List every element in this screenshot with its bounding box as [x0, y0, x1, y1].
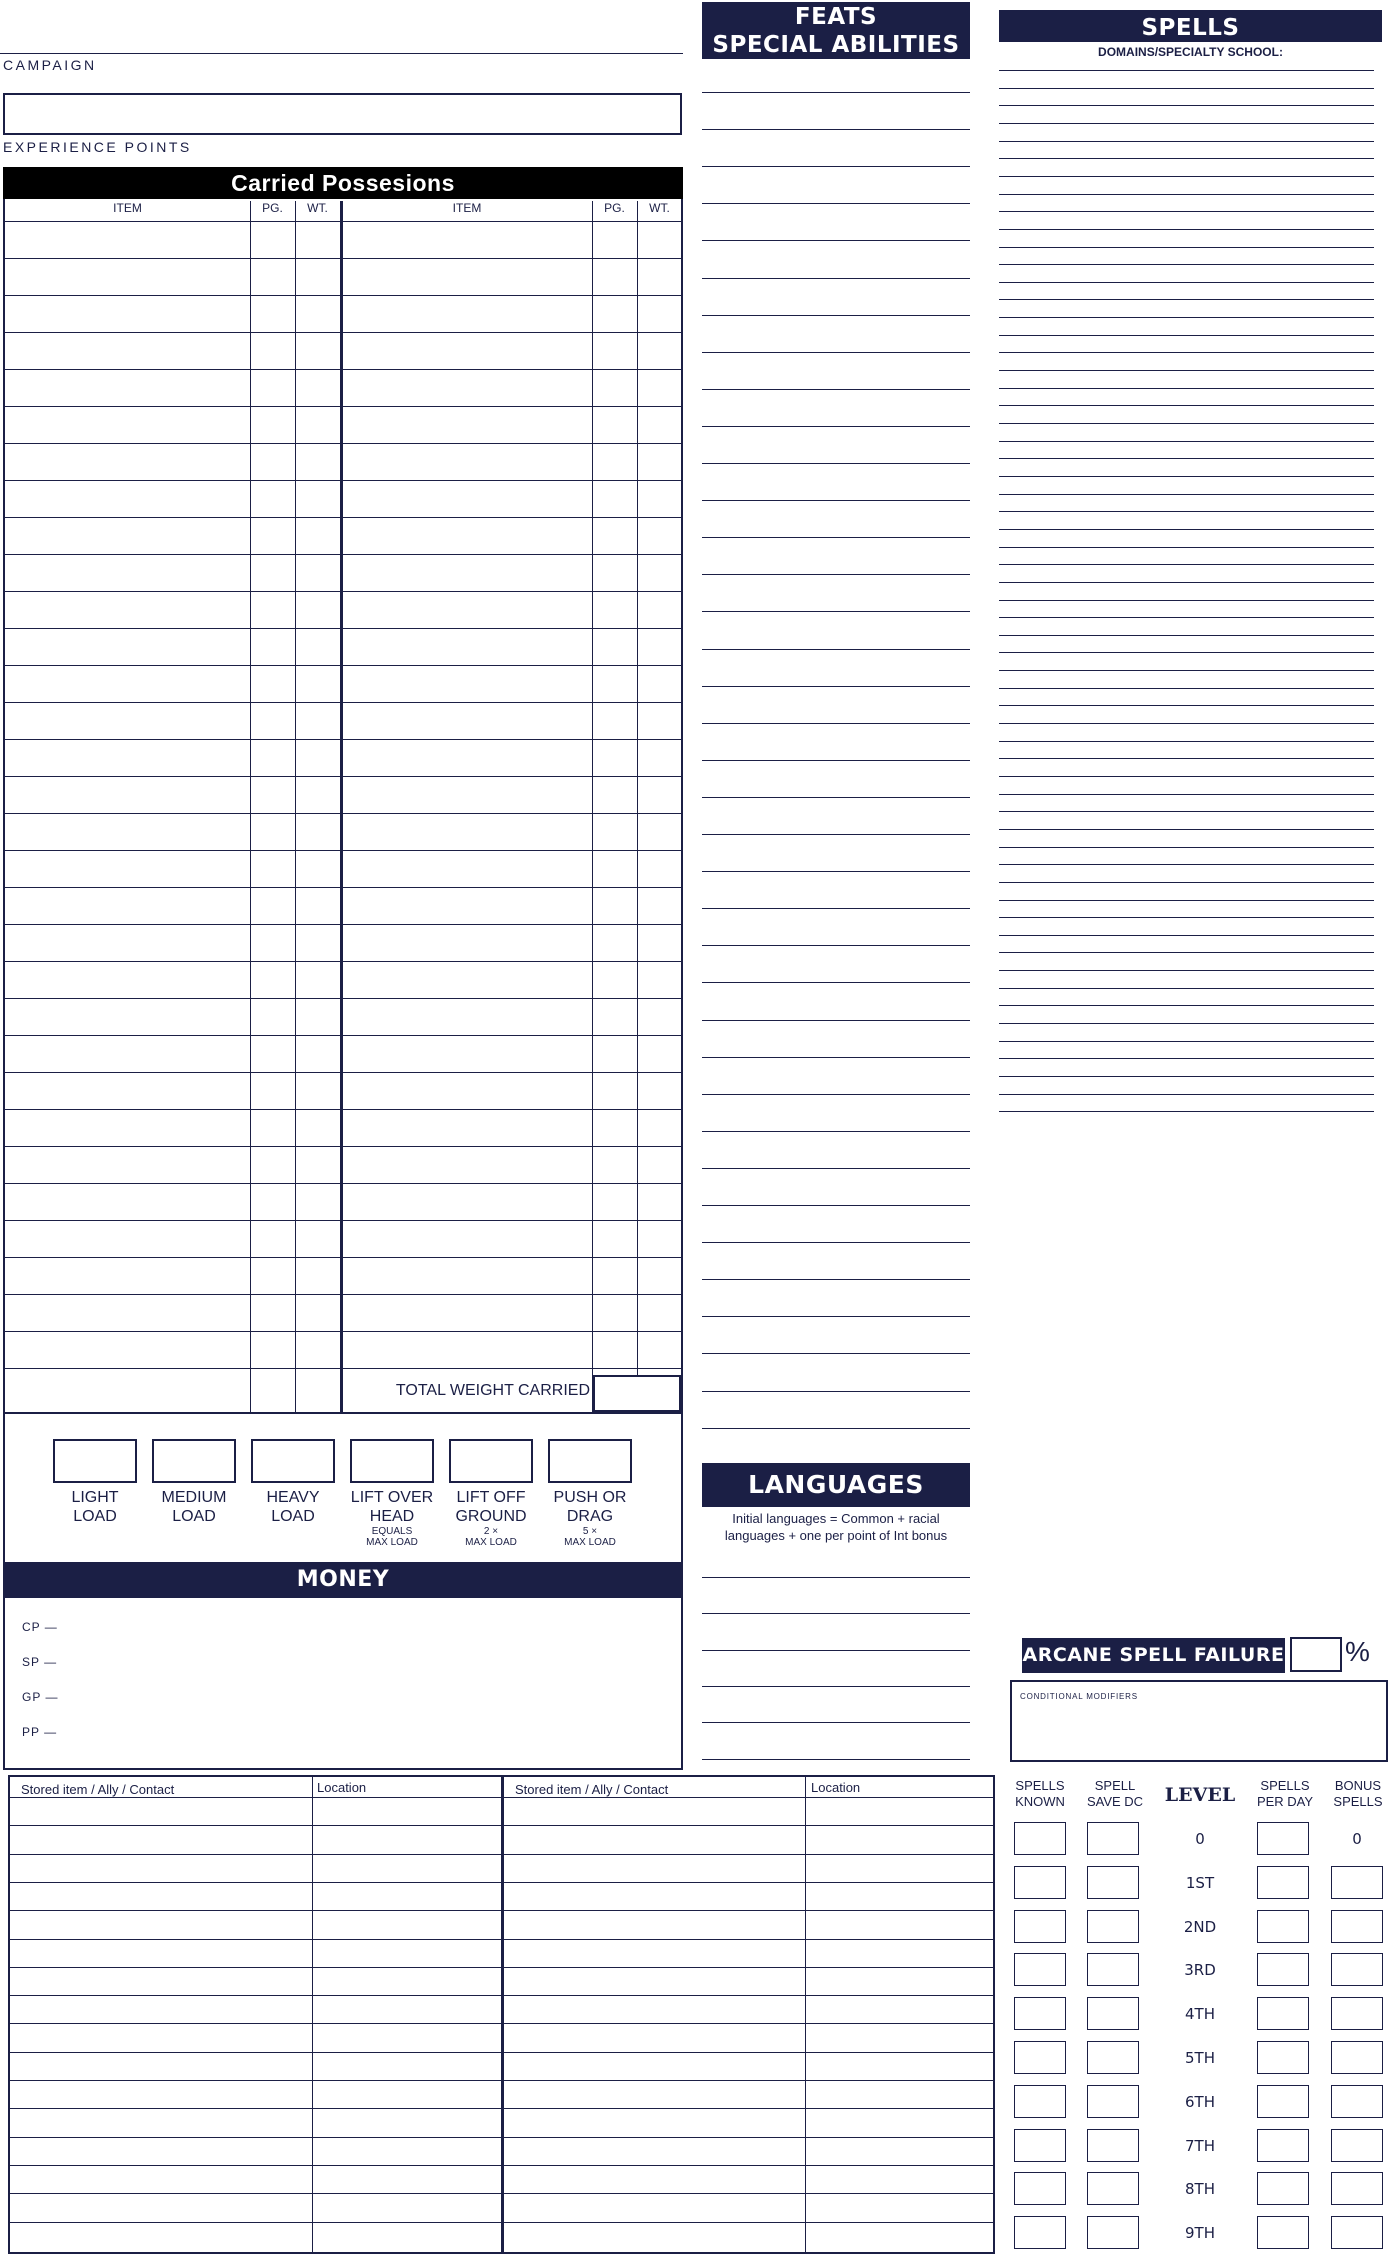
- possessions-col-wt-right: WT.: [649, 201, 670, 215]
- money-cp: CP —: [22, 1620, 58, 1634]
- possessions-row-rule: [3, 1220, 683, 1221]
- feats-line[interactable]: [702, 240, 970, 241]
- bonus-spells-box[interactable]: [1331, 1997, 1383, 2030]
- load-sub-line1: 2 ×: [483, 1526, 499, 1537]
- languages-note-line1: Initial languages = Common + racial: [732, 1511, 940, 1526]
- possessions-row-rule: [3, 813, 683, 814]
- feats-line[interactable]: [702, 723, 970, 724]
- languages-line[interactable]: [702, 1759, 970, 1760]
- spell-level-label: 0: [1195, 1830, 1205, 1848]
- load-label-line1: MEDIUM: [161, 1489, 227, 1506]
- feats-line[interactable]: [702, 1391, 970, 1392]
- spells-known-box[interactable]: [1014, 1953, 1066, 1986]
- feats-line[interactable]: [702, 1279, 970, 1280]
- spells-line[interactable]: [999, 670, 1374, 671]
- spells-line[interactable]: [999, 1041, 1374, 1042]
- possessions-row-rule: [3, 332, 683, 333]
- spell-level-label: 3RD: [1184, 1961, 1216, 1979]
- spells-known-box[interactable]: [1014, 2085, 1066, 2118]
- load-box[interactable]: [251, 1439, 335, 1483]
- feats-line[interactable]: [702, 908, 970, 909]
- storage-col-item-right: Stored item / Ally / Contact: [515, 1782, 669, 1797]
- load-label-line1: LIGHT: [71, 1489, 119, 1506]
- load-label-line2: GROUND: [455, 1508, 527, 1525]
- spells-line[interactable]: [999, 882, 1374, 883]
- possessions-col-item-left: ITEM: [113, 201, 142, 215]
- possessions-row-rule: [3, 702, 683, 703]
- feats-line[interactable]: [702, 1057, 970, 1058]
- spell-save-dc-box[interactable]: [1087, 1953, 1139, 1986]
- possessions-col-pg-right: PG.: [604, 201, 625, 215]
- spells-known-box[interactable]: [1014, 2172, 1066, 2205]
- possessions-row-rule: [3, 1035, 683, 1036]
- bonus-spells-zero: 0: [1352, 1830, 1362, 1848]
- spells-line[interactable]: [999, 935, 1374, 936]
- bonus-spells-header: [1325, 1778, 1391, 1810]
- spell-save-dc-box[interactable]: [1087, 2085, 1139, 2118]
- spells-line[interactable]: [999, 758, 1374, 759]
- storage-col-item-left: Stored item / Ally / Contact: [21, 1782, 175, 1797]
- spells-line[interactable]: [999, 635, 1374, 636]
- spells-line[interactable]: [999, 811, 1374, 812]
- possessions-center-divider: [340, 201, 343, 1412]
- languages-line[interactable]: [702, 1613, 970, 1614]
- spells-per-day-box[interactable]: [1257, 2172, 1309, 2205]
- feats-title-line2: SPECIAL ABILITIES: [712, 32, 960, 58]
- spells-line[interactable]: [999, 723, 1374, 724]
- spells-line[interactable]: [999, 511, 1374, 512]
- possessions-row-rule: [3, 739, 683, 740]
- possessions-bottom-rule: [3, 1412, 683, 1414]
- load-box[interactable]: [53, 1439, 137, 1483]
- spell-save-dc-box[interactable]: [1087, 2041, 1139, 2074]
- bonus-spells-header-2: SPELLS: [1333, 1794, 1383, 1809]
- spells-line[interactable]: [999, 211, 1374, 212]
- money-pp: PP —: [22, 1725, 58, 1739]
- feats-line[interactable]: [702, 203, 970, 204]
- feats-line[interactable]: [702, 945, 970, 946]
- possessions-row-rule: [3, 1294, 683, 1295]
- feats-line[interactable]: [702, 92, 970, 93]
- load-label-line1: PUSH OR: [553, 1489, 627, 1506]
- feats-line[interactable]: [702, 1428, 970, 1429]
- spell-save-dc-header-1: SPELL: [1094, 1778, 1136, 1793]
- load-box[interactable]: [449, 1439, 533, 1483]
- possessions-row-rule: [3, 369, 683, 370]
- spells-line[interactable]: [999, 970, 1374, 971]
- spell-save-dc-box[interactable]: [1087, 1997, 1139, 2030]
- possessions-row-rule: [3, 924, 683, 925]
- spells-line[interactable]: [999, 70, 1374, 71]
- spells-line[interactable]: [999, 917, 1374, 918]
- spells-known-box[interactable]: [1014, 1822, 1066, 1855]
- possessions-row-rule: [3, 1257, 683, 1258]
- spells-line[interactable]: [999, 1111, 1374, 1112]
- spells-line[interactable]: [999, 688, 1374, 689]
- spells-line[interactable]: [999, 600, 1374, 601]
- spells-per-day-box[interactable]: [1257, 1866, 1309, 1899]
- possessions-col-item-right: ITEM: [452, 201, 482, 215]
- percent-sign: %: [1345, 1636, 1370, 1667]
- spells-line[interactable]: [999, 458, 1374, 459]
- spell-level-label: 5TH: [1185, 2049, 1215, 2067]
- feats-line[interactable]: [702, 352, 970, 353]
- possessions-title: Carried Possesions: [3, 167, 683, 199]
- bonus-spells-box[interactable]: [1331, 2041, 1383, 2074]
- feats-title: [702, 2, 970, 59]
- feats-line[interactable]: [702, 537, 970, 538]
- possessions-header-rule: [3, 221, 683, 222]
- load-label-line1: HEAVY: [266, 1489, 320, 1506]
- feats-line[interactable]: [702, 611, 970, 612]
- feats-line[interactable]: [702, 834, 970, 835]
- load-sub-line2: MAX LOAD: [564, 1537, 616, 1548]
- possessions-row-rule: [3, 1331, 683, 1332]
- bonus-spells-box[interactable]: [1331, 1953, 1383, 1986]
- spells-known-header-1: SPELLS: [1015, 1778, 1065, 1793]
- spells-line[interactable]: [999, 564, 1374, 565]
- domains-label: DOMAINS/SPECIALTY SCHOOL:: [1098, 45, 1283, 59]
- load-sub-line2: MAX LOAD: [465, 1537, 517, 1548]
- spells-known-box[interactable]: [1014, 1866, 1066, 1899]
- spells-known-box[interactable]: [1014, 1997, 1066, 2030]
- bonus-spells-box[interactable]: [1331, 2085, 1383, 2118]
- possessions-row-rule: [3, 998, 683, 999]
- possessions-col-wt-left: WT.: [307, 201, 328, 215]
- spells-per-day-header-1: SPELLS: [1260, 1778, 1310, 1793]
- possessions-row-rule: [3, 480, 683, 481]
- spells-line[interactable]: [999, 476, 1374, 477]
- feats-line[interactable]: [702, 463, 970, 464]
- spell-save-dc-header-2: SAVE DC: [1086, 1794, 1144, 1809]
- spells-per-day-header-2: PER DAY: [1256, 1794, 1314, 1809]
- spell-save-dc-box[interactable]: [1087, 2216, 1139, 2249]
- spells-line[interactable]: [999, 652, 1374, 653]
- load-box[interactable]: [350, 1439, 434, 1483]
- possessions-row-rule: [3, 406, 683, 407]
- spells-line[interactable]: [999, 829, 1374, 830]
- possessions-row-rule: [3, 1109, 683, 1110]
- languages-line[interactable]: [702, 1650, 970, 1651]
- spells-per-day-box[interactable]: [1257, 1910, 1309, 1943]
- spells-line[interactable]: [999, 123, 1374, 124]
- load-label: [439, 1488, 543, 1548]
- feats-line[interactable]: [702, 315, 970, 316]
- feats-line[interactable]: [702, 278, 970, 279]
- spells-per-day-box[interactable]: [1257, 2129, 1309, 2162]
- spells-known-box[interactable]: [1014, 2216, 1066, 2249]
- possessions-row-rule: [3, 295, 683, 296]
- languages-title: LANGUAGES: [702, 1463, 970, 1507]
- spell-level-label: 2ND: [1183, 1918, 1217, 1936]
- spells-line[interactable]: [999, 247, 1374, 248]
- possessions-col-rule: [250, 201, 251, 1412]
- spells-known-header: [1010, 1778, 1070, 1810]
- spells-known-box[interactable]: [1014, 2129, 1066, 2162]
- conditional-modifiers-label: CONDITIONAL MODIFIERS: [1020, 1692, 1138, 1701]
- spells-per-day-box[interactable]: [1257, 2085, 1309, 2118]
- spells-line[interactable]: [999, 952, 1374, 953]
- spell-level-label: 1ST: [1185, 1874, 1215, 1892]
- spells-line[interactable]: [999, 88, 1374, 89]
- possessions-row-rule: [3, 554, 683, 555]
- experience-points-label: EXPERIENCE POINTS: [3, 139, 192, 155]
- spells-per-day-box[interactable]: [1257, 2216, 1309, 2249]
- total-weight-field[interactable]: [593, 1375, 681, 1412]
- spell-save-dc-box[interactable]: [1087, 1910, 1139, 1943]
- storage-col-location-left: Location: [317, 1780, 367, 1795]
- spells-line[interactable]: [999, 423, 1374, 424]
- spells-per-day-box[interactable]: [1257, 1822, 1309, 1855]
- feats-line[interactable]: [702, 1353, 970, 1354]
- load-sub-line1: EQUALS: [371, 1526, 413, 1537]
- load-box[interactable]: [548, 1439, 632, 1483]
- spells-line[interactable]: [999, 264, 1374, 265]
- spell-level-label: 6TH: [1185, 2093, 1215, 2111]
- spells-line[interactable]: [999, 864, 1374, 865]
- feats-line[interactable]: [702, 389, 970, 390]
- load-label-line2: LOAD: [73, 1508, 117, 1525]
- feats-line[interactable]: [702, 797, 970, 798]
- feats-line[interactable]: [702, 649, 970, 650]
- spells-line[interactable]: [999, 229, 1374, 230]
- languages-note-line2: languages + one per point of Int bonus: [724, 1528, 948, 1543]
- spells-line[interactable]: [999, 105, 1374, 106]
- spells-line[interactable]: [999, 617, 1374, 618]
- spells-known-box[interactable]: [1014, 2041, 1066, 2074]
- languages-note: [702, 1510, 970, 1544]
- load-label-line1: LIFT OFF: [456, 1489, 526, 1506]
- feats-line[interactable]: [702, 1131, 970, 1132]
- spells-line[interactable]: [999, 900, 1374, 901]
- possessions-row-rule: [3, 887, 683, 888]
- money-sp: SP —: [22, 1655, 58, 1669]
- spells-line[interactable]: [999, 529, 1374, 530]
- possessions-row-rule: [3, 258, 683, 259]
- spells-line[interactable]: [999, 141, 1374, 142]
- spell-level-label: 9TH: [1185, 2224, 1215, 2242]
- spells-line[interactable]: [999, 1094, 1374, 1095]
- load-label-line2: DRAG: [566, 1508, 614, 1525]
- feats-line[interactable]: [702, 760, 970, 761]
- possessions-col-pg-left: PG.: [262, 201, 283, 215]
- bonus-spells-box[interactable]: [1331, 1910, 1383, 1943]
- experience-points-field[interactable]: [3, 93, 682, 135]
- spells-line[interactable]: [999, 299, 1374, 300]
- possessions-row-rule: [3, 1183, 683, 1184]
- storage-center-divider: [501, 1777, 504, 2252]
- storage-col-rule: [312, 1777, 313, 2252]
- feats-line[interactable]: [702, 129, 970, 130]
- load-box[interactable]: [152, 1439, 236, 1483]
- possessions-row-rule: [3, 1146, 683, 1147]
- feats-line[interactable]: [702, 1094, 970, 1095]
- spells-line[interactable]: [999, 317, 1374, 318]
- feats-line[interactable]: [702, 1205, 970, 1206]
- feats-line[interactable]: [702, 1242, 970, 1243]
- spell-save-dc-box[interactable]: [1087, 1866, 1139, 1899]
- bonus-spells-box[interactable]: [1331, 2129, 1383, 2162]
- load-label: [142, 1488, 246, 1526]
- spells-line[interactable]: [999, 776, 1374, 777]
- spells-line[interactable]: [999, 352, 1374, 353]
- spells-line[interactable]: [999, 370, 1374, 371]
- feats-line[interactable]: [702, 982, 970, 983]
- level-header: LEVEL: [1164, 1784, 1236, 1806]
- total-weight-label: TOTAL WEIGHT CARRIED: [395, 1382, 590, 1399]
- spell-save-dc-box[interactable]: [1087, 2172, 1139, 2205]
- bonus-spells-header-1: BONUS: [1334, 1778, 1382, 1793]
- campaign-line: [0, 53, 683, 54]
- feats-title-line1: FEATS: [794, 4, 878, 30]
- feats-line[interactable]: [702, 686, 970, 687]
- campaign-label: CAMPAIGN: [3, 57, 97, 73]
- spells-line[interactable]: [999, 705, 1374, 706]
- spells-title: SPELLS: [999, 10, 1382, 42]
- spell-save-dc-box[interactable]: [1087, 1822, 1139, 1855]
- feats-line[interactable]: [702, 426, 970, 427]
- storage-col-rule: [805, 1777, 806, 2252]
- spells-line[interactable]: [999, 176, 1374, 177]
- possessions-row-rule: [3, 443, 683, 444]
- arcane-spell-failure-field[interactable]: [1290, 1637, 1342, 1672]
- feats-line[interactable]: [702, 871, 970, 872]
- possessions-row-rule: [3, 665, 683, 666]
- feats-line[interactable]: [702, 1168, 970, 1169]
- possessions-row-rule: [3, 517, 683, 518]
- spell-save-dc-box[interactable]: [1087, 2129, 1139, 2162]
- spells-line[interactable]: [999, 194, 1374, 195]
- spells-line[interactable]: [999, 335, 1374, 336]
- bonus-spells-box[interactable]: [1331, 2172, 1383, 2205]
- spells-line[interactable]: [999, 158, 1374, 159]
- spells-line[interactable]: [999, 1023, 1374, 1024]
- spell-save-dc-header: [1082, 1778, 1148, 1810]
- possessions-row-rule: [3, 776, 683, 777]
- possessions-col-rule: [295, 201, 296, 1412]
- spells-line[interactable]: [999, 794, 1374, 795]
- possessions-col-rule: [592, 201, 593, 1375]
- possessions-row-rule: [3, 961, 683, 962]
- load-label-line2: LOAD: [172, 1508, 216, 1525]
- load-sub-line1: 5 ×: [582, 1526, 598, 1537]
- spells-line[interactable]: [999, 582, 1374, 583]
- spells-line[interactable]: [999, 494, 1374, 495]
- spell-level-label: 8TH: [1185, 2180, 1215, 2198]
- spells-line[interactable]: [999, 547, 1374, 548]
- load-label: [241, 1488, 345, 1526]
- spells-line[interactable]: [999, 405, 1374, 406]
- spells-line[interactable]: [999, 847, 1374, 848]
- load-label: [538, 1488, 642, 1548]
- storage-col-location-right: Location: [811, 1780, 861, 1795]
- spells-line[interactable]: [999, 741, 1374, 742]
- feats-line[interactable]: [702, 1020, 970, 1021]
- load-label: [43, 1488, 147, 1526]
- spells-line[interactable]: [999, 388, 1374, 389]
- possessions-row-rule: [3, 591, 683, 592]
- bonus-spells-box[interactable]: [1331, 1866, 1383, 1899]
- spells-line[interactable]: [999, 282, 1374, 283]
- bonus-spells-box[interactable]: [1331, 2216, 1383, 2249]
- spells-per-day-box[interactable]: [1257, 2041, 1309, 2074]
- possessions-row-rule: [3, 1368, 683, 1369]
- possessions-row-rule: [3, 1072, 683, 1073]
- spells-known-box[interactable]: [1014, 1910, 1066, 1943]
- money-title: MONEY: [3, 1562, 683, 1598]
- load-label: [340, 1488, 444, 1548]
- spell-level-label: 4TH: [1185, 2005, 1215, 2023]
- spells-known-header-2: KNOWN: [1015, 1794, 1065, 1809]
- feats-line[interactable]: [702, 1316, 970, 1317]
- spells-line[interactable]: [999, 1005, 1374, 1006]
- feats-line[interactable]: [702, 574, 970, 575]
- spells-line[interactable]: [999, 1058, 1374, 1059]
- load-label-line1: LIFT OVER: [350, 1489, 434, 1506]
- languages-line[interactable]: [702, 1577, 970, 1578]
- load-sub-line2: MAX LOAD: [366, 1537, 418, 1548]
- spells-line[interactable]: [999, 1076, 1374, 1077]
- spells-line[interactable]: [999, 441, 1374, 442]
- spells-per-day-box[interactable]: [1257, 1997, 1309, 2030]
- spells-line[interactable]: [999, 988, 1374, 989]
- languages-line[interactable]: [702, 1686, 970, 1687]
- spells-per-day-box[interactable]: [1257, 1953, 1309, 1986]
- feats-line[interactable]: [702, 500, 970, 501]
- possessions-row-rule: [3, 850, 683, 851]
- money-gp: GP —: [22, 1690, 59, 1704]
- languages-line[interactable]: [702, 1722, 970, 1723]
- feats-line[interactable]: [702, 166, 970, 167]
- arcane-spell-failure-label: ARCANE SPELL FAILURE: [1022, 1638, 1285, 1673]
- spell-level-label: 7TH: [1185, 2137, 1215, 2155]
- spells-per-day-header: [1250, 1778, 1320, 1810]
- possessions-col-rule: [637, 201, 638, 1412]
- load-label-line2: LOAD: [271, 1508, 315, 1525]
- possessions-row-rule: [3, 628, 683, 629]
- load-label-line2: HEAD: [369, 1508, 415, 1525]
